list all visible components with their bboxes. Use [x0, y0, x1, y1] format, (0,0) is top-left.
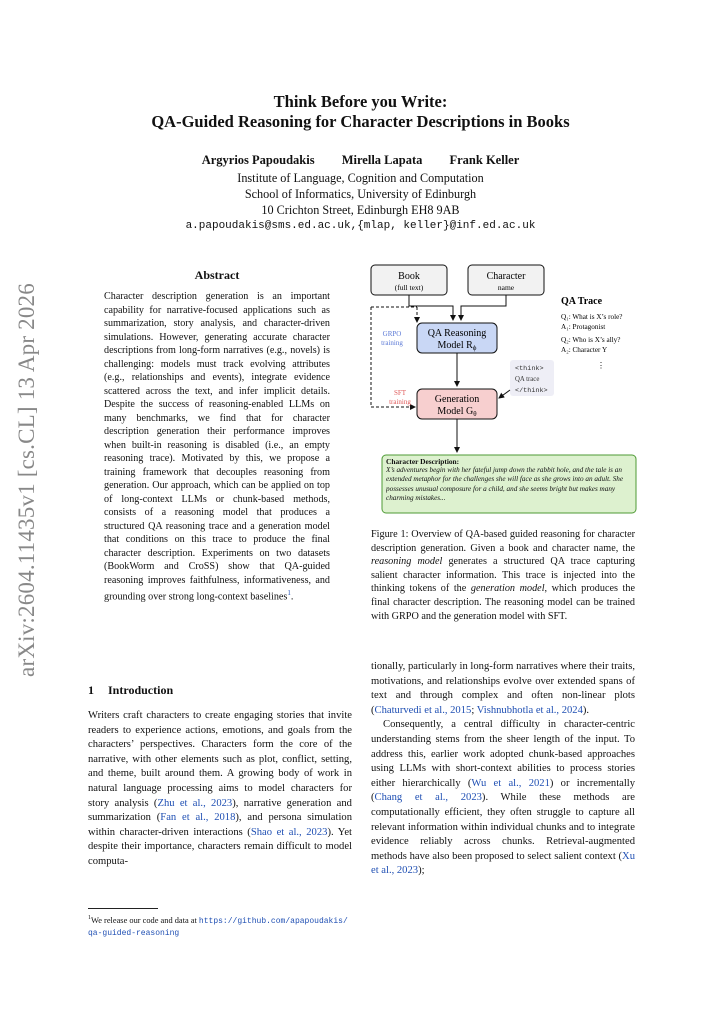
intro-paragraph-left: Writers craft characters to create engaging stories that invite readers to experience actions, emotions, and goals from the characters’ perspectives. Characters form the core of the narrative, with other elements such as plot, conflict, setting, and theme, built around them. A growing body of work in natural language processing aims to model characters for story analysis (Zhu et al., 2023), narrative generation and summarization (Fan et al., 2018), and persona simulation within character-driven interactions (Shao et al., 2023). Yet despite their importance, characters remain difficult to model computa- [88, 710, 352, 867]
intro-paragraph-right: tionally, particularly in long-form narratives where their traits, motivations, and relationships evolve over extended spans of text and through complex and often non-linear plots (Chaturvedi et al., 2015; Vishnubhotla et al., 2024). Consequently, a central difficulty in character-centric understanding stems from the sheer length of the input. To address this, earlier work adopted chunk-based approaches using LLMs with short-context abilities to process stories either hierarchically (Wu et al., 2021) or incrementally (Chang et al., 2023). While these methods are computationally efficient, they often struggle to capture all relevant information within individual chunks and to integrate evidence reliably across chunks. Retrieval-augmented methods have also been proposed to select salient context (Xu et al., 2023); [371, 661, 636, 877]
svg-text:Book: Book [398, 271, 420, 282]
figure-diagram [367, 262, 639, 516]
description-text: X’s adventures begin with her fateful jump down the rabbit hole, and the tale is an extended metaphor for the challenges she will face as she grows into an adult. She possesses unusual composure for a child, and she seems bright but makes many charming mistakes... [386, 466, 624, 502]
svg-text:(full text): (full text) [394, 283, 424, 292]
book-to-qa-arrow [409, 295, 453, 320]
citation-link[interactable]: Shao et al., 2023 [250, 826, 328, 838]
author-email[interactable]: a.papoudakis@sms.ed.ac.uk,{mlap, keller}@inf.ed.ac.uk [185, 220, 536, 232]
qa-reasoning-model-box [417, 323, 497, 353]
arxiv-stamp: arXiv:2604.11435v1 [cs.CL] 13 Apr 2026 [14, 283, 39, 677]
sft-label: SFT [393, 389, 407, 397]
citation-link[interactable]: Chaturvedi et al., 2015 [374, 704, 472, 716]
abstract-body: Character description generation is an important capability for narrative-focused applications such as summarization, story analysis, and character-driven simulations. However, generating accurate character descriptions from long-form narratives (e.g., novels) is challenging: models must track evolving attributes (e.g., relationships and events), integrate evidence scattered across the text, and infer implicit details. Despite the success of reasoning-enabled LLMs on many benchmarks, we find that for character description generation their performance improves when built-in reasoning is disabled (i.e., an empty reasoning trace). Motivated by this, we propose a training framework that decouples reasoning from generation. Our approach, which can be applied on top of long-context LLMs or chunk-based methods, consists of a reasoning model that produces a structured QA reasoning trace and a generation model that conditions on this trace to produce the final character description. Experiments on two datasets (BookWorm and CroSS) show that QA-guided reasoning improves faithfulness, informativeness, and grounding over strong long-context baselines$^1$. [104, 291, 330, 603]
svg-text:QA Reasoning: QA Reasoning [427, 328, 487, 339]
svg-text:Character: Character [486, 271, 526, 282]
affiliation [80, 170, 641, 218]
citation-link[interactable]: Chang et al., 2023 [374, 792, 482, 804]
author-name: Frank Keller [449, 153, 520, 167]
svg-text:training: training [381, 339, 403, 347]
svg-text:training: training [389, 398, 411, 406]
qa-trace-line: Q₂: Who is X’s ally? [561, 336, 621, 344]
figure-caption: Figure 1: Overview of QA-based guided reasoning for character description generation. Given a book and character name, the reasoning model generates a structured QA trace capturing salient character information. This trace is injected into the thinking tokens of the generation model, which produces the final character description. The reasoning model can be trained with GRPO and the generation model with SFT. [371, 529, 635, 622]
svg-text:<think>: <think> [515, 365, 544, 373]
think-to-gen-arrow [499, 390, 510, 398]
citation-link[interactable]: Zhu et al., 2023 [157, 797, 233, 809]
character-description-box [382, 455, 636, 513]
footnote-ref[interactable]: 1 [287, 589, 291, 597]
affiliation-line: School of Informatics, University of Edinburgh [244, 187, 477, 201]
affiliation-line: Institute of Language, Cognition and Computation [237, 171, 484, 185]
qa-trace-title: QA Trace [561, 296, 603, 307]
abstract-text: Character description generation is an important capability for narrative-focused applications such as summarization, story analysis, and character-driven simulations. However, generating accurate character descriptions from long-form narratives (e.g., novels) is challenging: models must track evolving attributes (e.g., relationships and events), integrate evidence scattered across the text, and infer implicit details. Despite the success of reasoning-enabled LLMs on many benchmarks, we find that for character description generation their performance improves when built-in reasoning is disabled (i.e., an empty reasoning trace). Motivated by this, we propose a training framework that decouples reasoning from generation. Our approach, which can be applied on top of long-context LLMs or chunk-based methods, consists of a reasoning model that produces a structured QA reasoning trace and a generation model that conditions on this trace to produce the final character description. Experiments on two datasets (BookWorm and CroSS) show that QA-guided reasoning improves faithfulness, informativeness, and grounding over strong long-context baselines [104, 291, 330, 603]
footnote-rule [88, 908, 158, 909]
qa-trace-line: A₂: Character Y [561, 346, 608, 354]
svg-text:Generation: Generation [434, 394, 480, 405]
abstract-heading: Abstract [194, 268, 240, 282]
code-repo-link[interactable]: https://github.com/apapoudakis/qa-guided-reasoning [88, 916, 348, 938]
paper-title [80, 92, 641, 132]
section-title: Introduction [108, 683, 174, 697]
citation-link[interactable]: Fan et al., 2018 [160, 812, 236, 824]
qa-trace-line: Q₁: What is X’s role? [561, 313, 623, 321]
book-input-box [371, 265, 447, 295]
title-line-2: QA-Guided Reasoning for Character Descriptions in Books [151, 112, 570, 131]
generation-model-box [417, 389, 497, 419]
citation-link[interactable]: Wu et al., 2021 [471, 777, 550, 789]
affiliation-line: 10 Crichton Street, Edinburgh EH8 9AB [261, 203, 460, 217]
svg-text:Model Rϕ: Model $R_\phi$ [437, 340, 477, 352]
qa-trace-ellipsis: ⋮ [597, 361, 605, 370]
footnote: $^1$We release our code and data at https://github.com/apapoudakis/qa-guided-reasoning [88, 915, 348, 938]
character-input-box [468, 265, 544, 295]
char-to-qa-arrow [461, 295, 506, 320]
qa-trace-line: A₁: Protagonist [561, 323, 606, 331]
svg-text:</think>: </think> [515, 387, 548, 395]
citation-link[interactable]: Vishnubhotla et al., 2024 [476, 704, 583, 716]
author-list [80, 153, 641, 168]
grpo-label: GRPO [382, 330, 402, 338]
author-name: Argyrios Papoudakis [201, 153, 315, 167]
description-title: Character Description: [386, 457, 460, 466]
title-line-1: Think Before you Write: [273, 92, 448, 111]
svg-text:name: name [497, 283, 515, 292]
svg-text:Model Gθ: Model $G_\theta$ [437, 406, 477, 418]
citation-link[interactable]: Xu et al., 2023 [371, 850, 635, 877]
section-heading [88, 683, 173, 698]
svg-text:QA trace: QA trace [515, 376, 540, 383]
section-number: 1 [88, 683, 94, 697]
think-tag-box [510, 360, 554, 396]
author-name: Mirella Lapata [341, 153, 423, 167]
